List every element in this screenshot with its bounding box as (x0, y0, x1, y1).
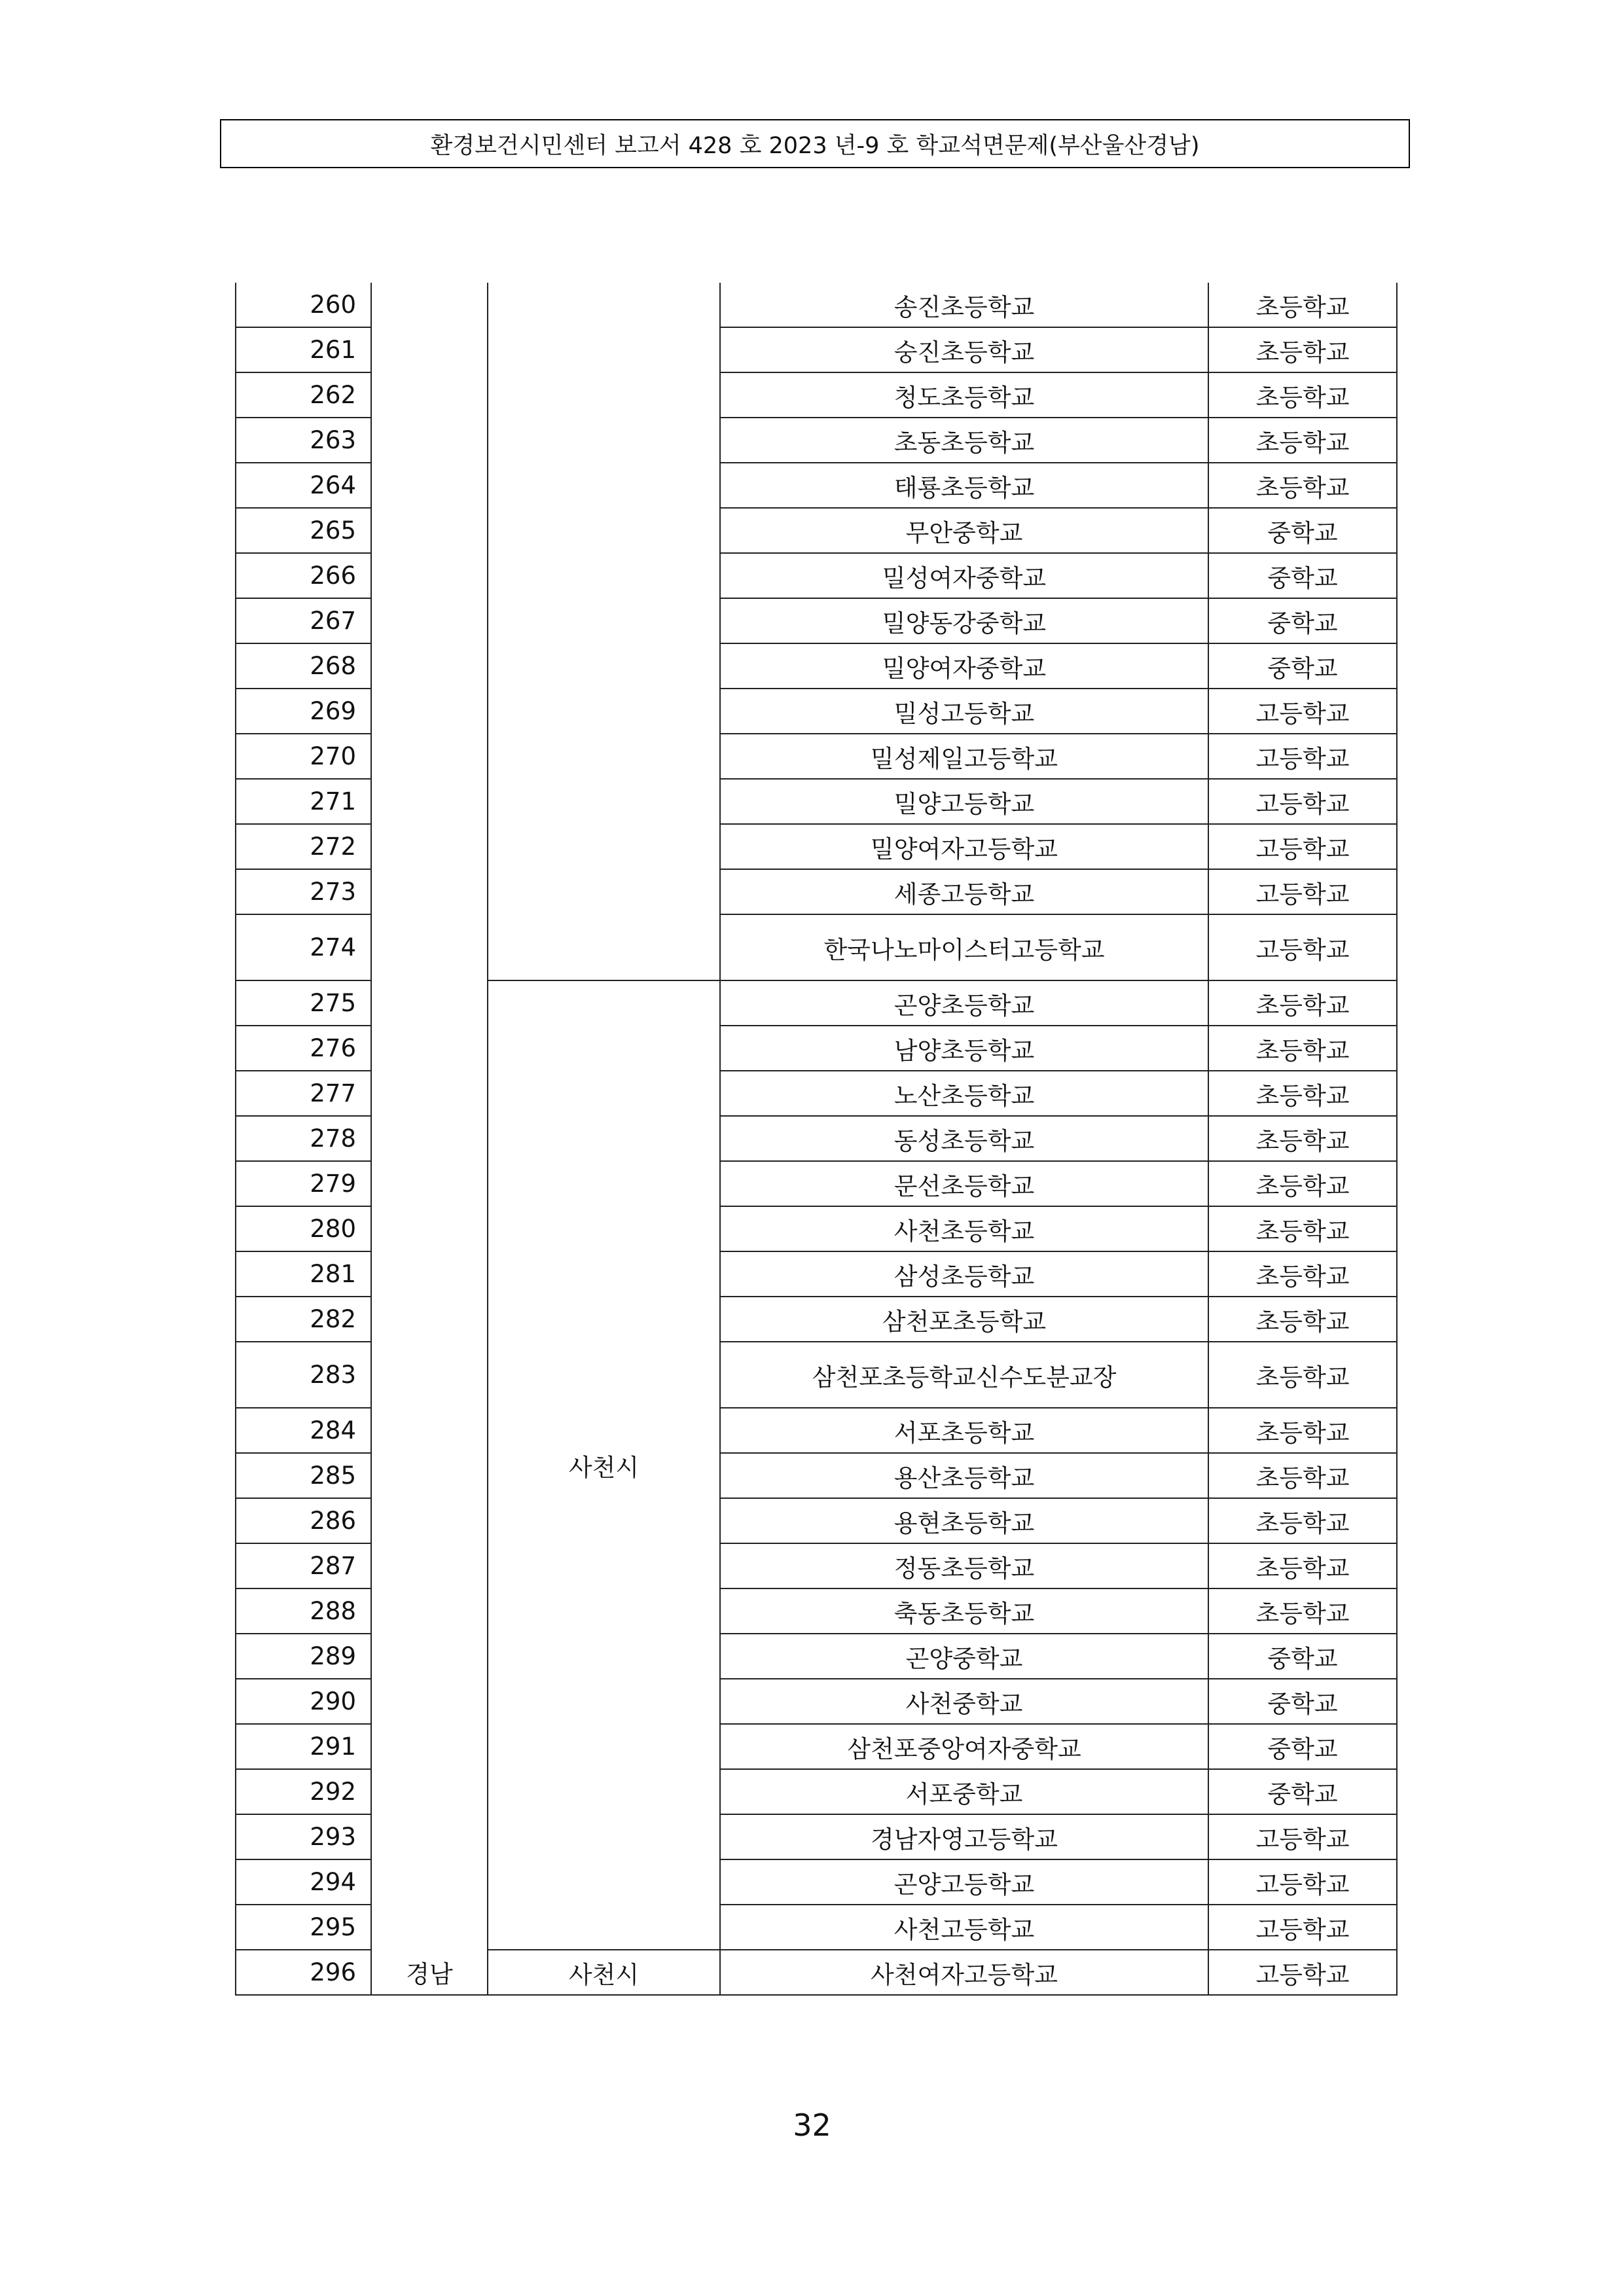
row-number: 275 (236, 980, 371, 1026)
school-name: 문선초등학교 (720, 1161, 1208, 1206)
school-type: 초등학교 (1208, 980, 1397, 1026)
school-name: 밀성고등학교 (720, 689, 1208, 734)
school-type: 고등학교 (1208, 779, 1397, 824)
page-number: 32 (793, 2108, 831, 2143)
report-header-title: 환경보건시민센터 보고서 428 호 2023 년-9 호 학교석면문제(부산울산경남) (430, 132, 1200, 159)
school-type: 초등학교 (1208, 1408, 1397, 1453)
row-number: 285 (236, 1453, 371, 1498)
school-type: 고등학교 (1208, 869, 1397, 914)
school-type: 중학교 (1208, 1724, 1397, 1769)
school-name: 서포초등학교 (720, 1408, 1208, 1453)
row-number: 273 (236, 869, 371, 914)
row-number: 292 (236, 1769, 371, 1814)
school-type: 초등학교 (1208, 418, 1397, 463)
row-number: 266 (236, 553, 371, 598)
school-name: 송진초등학교 (720, 283, 1208, 327)
school-name: 축동초등학교 (720, 1588, 1208, 1634)
school-type: 초등학교 (1208, 463, 1397, 508)
row-number: 288 (236, 1588, 371, 1634)
school-type: 중학교 (1208, 1679, 1397, 1724)
school-name: 밀양여자중학교 (720, 643, 1208, 689)
school-name: 밀양고등학교 (720, 779, 1208, 824)
school-name: 삼성초등학교 (720, 1251, 1208, 1297)
table-row (236, 1950, 1397, 1995)
school-name: 청도초등학교 (720, 372, 1208, 418)
school-type: 초등학교 (1208, 1116, 1397, 1161)
row-number: 284 (236, 1408, 371, 1453)
row-number: 260 (236, 283, 371, 327)
school-name: 동성초등학교 (720, 1116, 1208, 1161)
school-name: 초동초등학교 (720, 418, 1208, 463)
school-name: 사천고등학교 (720, 1905, 1208, 1950)
region-cell (371, 283, 488, 1950)
district-cell (488, 283, 720, 980)
school-type: 초등학교 (1208, 1297, 1397, 1342)
school-name: 경남자영고등학교 (720, 1814, 1208, 1859)
school-name: 서포중학교 (720, 1769, 1208, 1814)
row-number: 289 (236, 1634, 371, 1679)
row-number: 283 (236, 1342, 371, 1408)
school-name: 노산초등학교 (720, 1071, 1208, 1116)
row-number: 290 (236, 1679, 371, 1724)
row-number: 270 (236, 734, 371, 779)
row-number: 294 (236, 1859, 371, 1905)
row-number: 261 (236, 327, 371, 372)
school-name: 한국나노마이스터고등학교 (720, 914, 1208, 980)
row-number: 295 (236, 1905, 371, 1950)
school-type: 고등학교 (1208, 1814, 1397, 1859)
school-name: 사천중학교 (720, 1679, 1208, 1724)
school-name: 밀양동강중학교 (720, 598, 1208, 643)
school-type: 중학교 (1208, 508, 1397, 553)
school-type: 초등학교 (1208, 1161, 1397, 1206)
school-name: 곤양중학교 (720, 1634, 1208, 1679)
school-name: 밀성제일고등학교 (720, 734, 1208, 779)
row-number: 282 (236, 1297, 371, 1342)
school-type: 중학교 (1208, 643, 1397, 689)
school-name: 정동초등학교 (720, 1543, 1208, 1588)
school-name: 삼천포초등학교신수도분교장 (720, 1342, 1208, 1408)
school-name: 용산초등학교 (720, 1453, 1208, 1498)
row-number: 280 (236, 1206, 371, 1251)
school-type: 초등학교 (1208, 1071, 1397, 1116)
school-type: 초등학교 (1208, 372, 1397, 418)
region-cell: 경남 (371, 1950, 488, 1995)
school-type: 초등학교 (1208, 327, 1397, 372)
school-type: 중학교 (1208, 598, 1397, 643)
school-name: 세종고등학교 (720, 869, 1208, 914)
school-name: 밀양여자고등학교 (720, 824, 1208, 869)
school-type: 초등학교 (1208, 1206, 1397, 1251)
row-number: 279 (236, 1161, 371, 1206)
row-number: 281 (236, 1251, 371, 1297)
school-table (235, 283, 1398, 1996)
row-number: 286 (236, 1498, 371, 1543)
school-name: 남양초등학교 (720, 1026, 1208, 1071)
row-number: 269 (236, 689, 371, 734)
district-cell: 사천시 (488, 980, 720, 1950)
school-name: 태룡초등학교 (720, 463, 1208, 508)
row-number: 263 (236, 418, 371, 463)
school-name: 사천초등학교 (720, 1206, 1208, 1251)
row-number: 287 (236, 1543, 371, 1588)
school-type: 고등학교 (1208, 1859, 1397, 1905)
school-type: 중학교 (1208, 1634, 1397, 1679)
row-number: 272 (236, 824, 371, 869)
row-number: 264 (236, 463, 371, 508)
school-type: 고등학교 (1208, 914, 1397, 980)
row-number: 278 (236, 1116, 371, 1161)
school-type: 고등학교 (1208, 734, 1397, 779)
school-name: 곤양고등학교 (720, 1859, 1208, 1905)
row-number: 268 (236, 643, 371, 689)
school-type: 초등학교 (1208, 1251, 1397, 1297)
school-type: 초등학교 (1208, 1588, 1397, 1634)
school-type: 고등학교 (1208, 824, 1397, 869)
school-type: 중학교 (1208, 553, 1397, 598)
school-type: 초등학교 (1208, 1342, 1397, 1408)
row-number: 293 (236, 1814, 371, 1859)
school-type: 초등학교 (1208, 283, 1397, 327)
row-number: 291 (236, 1724, 371, 1769)
school-name: 삼천포중앙여자중학교 (720, 1724, 1208, 1769)
row-number: 262 (236, 372, 371, 418)
school-type: 초등학교 (1208, 1543, 1397, 1588)
row-number: 267 (236, 598, 371, 643)
school-type: 고등학교 (1208, 1905, 1397, 1950)
row-number: 265 (236, 508, 371, 553)
school-type: 초등학교 (1208, 1026, 1397, 1071)
school-type: 초등학교 (1208, 1453, 1397, 1498)
school-name: 곤양초등학교 (720, 980, 1208, 1026)
district-cell: 사천시 (488, 1950, 720, 1995)
school-type: 초등학교 (1208, 1498, 1397, 1543)
report-header (220, 119, 1410, 168)
row-number: 276 (236, 1026, 371, 1071)
row-number: 296 (236, 1950, 371, 1995)
table-row (236, 283, 1397, 327)
school-type: 중학교 (1208, 1769, 1397, 1814)
school-name: 삼천포초등학교 (720, 1297, 1208, 1342)
row-number: 277 (236, 1071, 371, 1116)
school-type: 고등학교 (1208, 689, 1397, 734)
row-number: 274 (236, 914, 371, 980)
school-name: 용현초등학교 (720, 1498, 1208, 1543)
row-number: 271 (236, 779, 371, 824)
school-name: 숭진초등학교 (720, 327, 1208, 372)
school-name: 사천여자고등학교 (720, 1950, 1208, 1995)
school-name: 무안중학교 (720, 508, 1208, 553)
school-type: 고등학교 (1208, 1950, 1397, 1995)
school-name: 밀성여자중학교 (720, 553, 1208, 598)
